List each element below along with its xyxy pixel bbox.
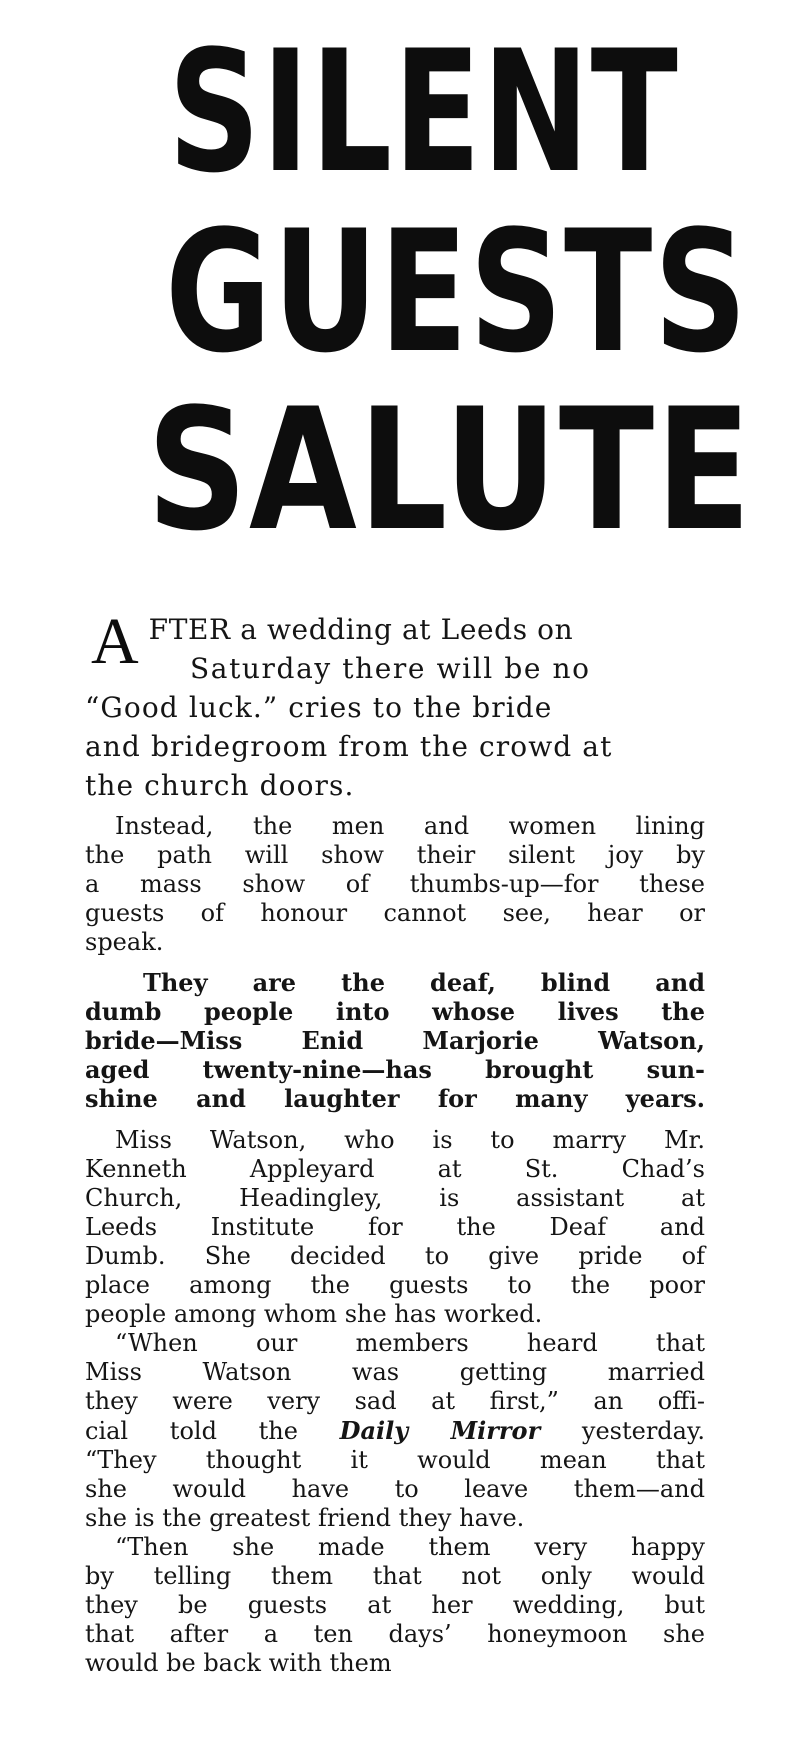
text-line: the path will show their silent joy by: [85, 841, 705, 869]
newspaper-name: Daily Mirror: [339, 1416, 541, 1445]
headline-line-2: GUESTS: [165, 194, 749, 390]
text-line: by telling them that not only would: [85, 1562, 705, 1590]
text-line: she would have to leave them—and: [85, 1475, 705, 1503]
headline-line-1: SILENT: [168, 14, 680, 210]
text-line: shine and laughter for many years.: [85, 1084, 705, 1113]
drop-cap: A: [91, 605, 139, 678]
text-line: [85, 1416, 705, 1446]
text-line: Instead, the men and women lining: [115, 812, 705, 840]
paragraph-bold: [85, 968, 705, 1113]
text-line: guests of honour cannot see, hear or: [85, 899, 705, 927]
text-line: aged twenty-nine—has brought sun-: [85, 1055, 705, 1084]
text-line: that after a ten days’ honeymoon she: [85, 1620, 705, 1648]
text-line: they were very sad at first,” an offi-: [85, 1387, 705, 1415]
text-line: would be back with them: [85, 1649, 392, 1677]
text-line: Miss Watson was getting married: [85, 1358, 705, 1386]
text-line: Leeds Institute for the Deaf and: [85, 1213, 705, 1241]
text-line: she is the greatest friend they have.: [85, 1504, 525, 1532]
text-line: Miss Watson, who is to marry Mr.: [115, 1126, 705, 1154]
text-line: place among the guests to the poor: [85, 1271, 705, 1299]
text-line: “They thought it would mean that: [85, 1446, 705, 1474]
text-fragment: yesterday.: [540, 1417, 705, 1445]
text-line: a mass show of thumbs-up—for these: [85, 870, 705, 898]
lead-paragraph: [85, 605, 705, 805]
headline-line-3: SALUTE: [146, 372, 753, 568]
text-line: they be guests at her wedding, but: [85, 1591, 705, 1619]
text-fragment: cial told the: [85, 1417, 340, 1445]
text-line: dumb people into whose lives the: [85, 997, 705, 1026]
paragraph-watson: [85, 1126, 705, 1678]
text-line: Church, Headingley, is assistant at: [85, 1184, 705, 1212]
text-line: Dumb. She decided to give pride of: [85, 1242, 705, 1270]
lead-line: Saturday there will be no: [190, 652, 591, 685]
text-line: “When our members heard that: [115, 1329, 705, 1357]
lead-line: and bridegroom from the crowd at: [85, 730, 613, 763]
lead-line: “Good luck.” cries to the bride: [85, 691, 553, 724]
text-line: “Then she made them very happy: [115, 1533, 705, 1561]
paragraph-instead: [85, 812, 705, 957]
text-line: bride—Miss Enid Marjorie Watson,: [85, 1026, 705, 1055]
text-line: They are the deaf, blind and: [143, 968, 705, 997]
text-line: Kenneth Appleyard at St. Chad’s: [85, 1155, 705, 1183]
text-line: speak.: [85, 928, 164, 956]
text-line: people among whom she has worked.: [85, 1300, 543, 1328]
lead-line: the church doors.: [85, 769, 355, 802]
lead-line: FTER a wedding at Leeds on: [148, 613, 574, 646]
